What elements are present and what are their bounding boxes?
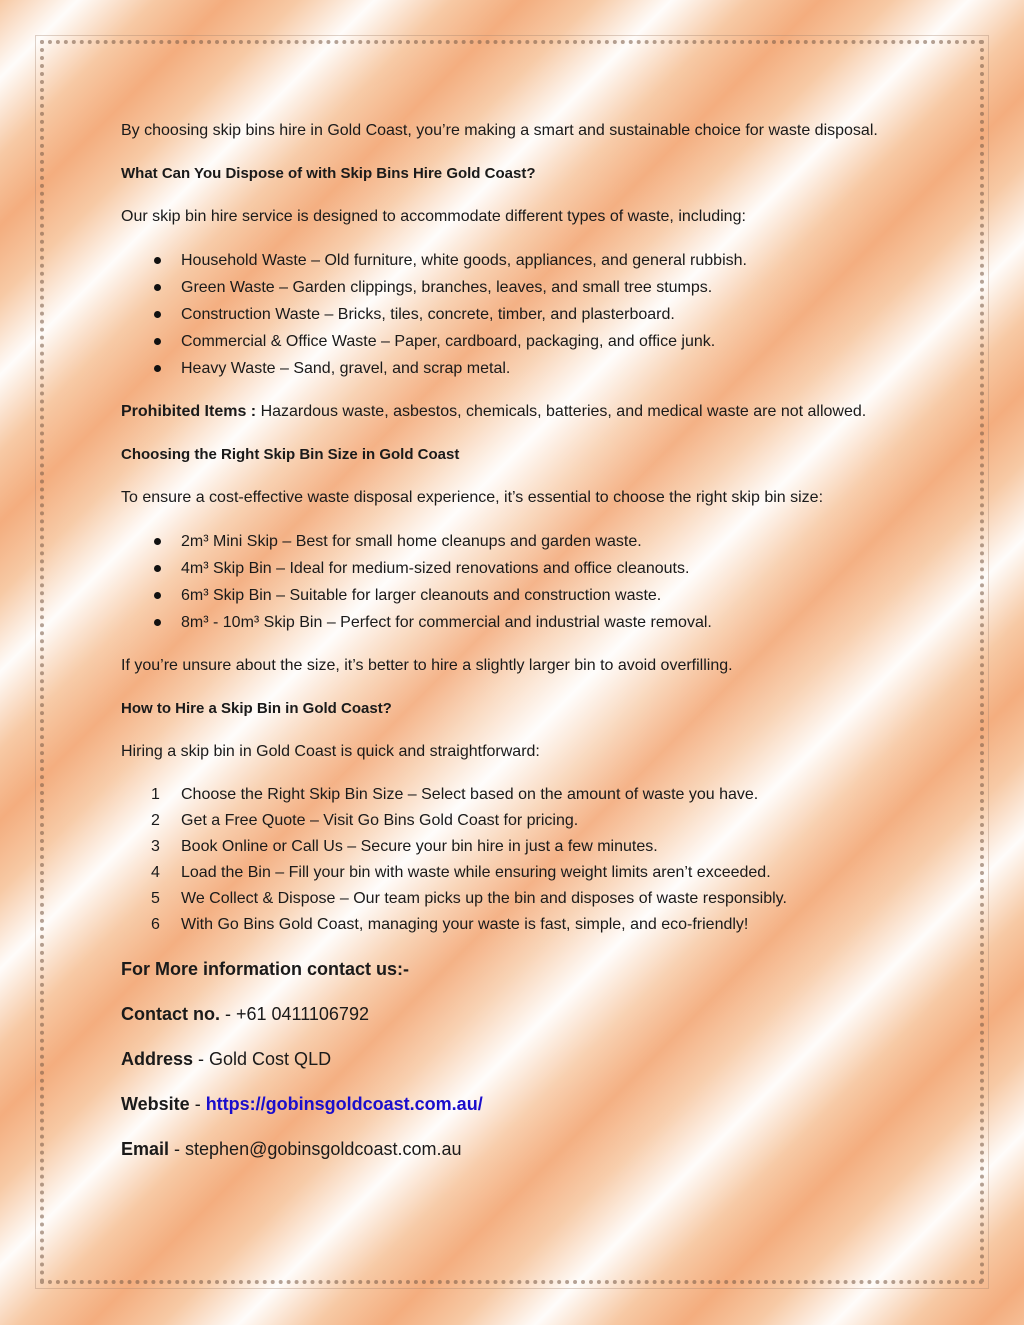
size-heading: Choosing the Right Skip Bin Size in Gold Coast bbox=[121, 446, 460, 463]
hire-intro: Hiring a skip bin in Gold Coast is quick and straightforward: bbox=[121, 743, 540, 760]
email-label: Email bbox=[121, 1139, 170, 1159]
list-item: Household Waste – Old furniture, white goods, appliances, and general rubbish. bbox=[121, 247, 904, 274]
size-intro: To ensure a cost-effective waste disposal experience, it’s essential to choose the right skip bin size: bbox=[121, 489, 824, 506]
address-value: - Gold Cost QLD bbox=[193, 1049, 332, 1069]
step-number: 3 bbox=[151, 838, 160, 855]
step-number: 4 bbox=[151, 864, 160, 881]
step-text: With Go Bins Gold Coast, managing your waste is fast, simple, and eco-friendly! bbox=[181, 916, 749, 933]
list-item: Commercial & Office Waste – Paper, cardboard, packaging, and office junk. bbox=[121, 328, 904, 355]
phone-value: - +61 0411106792 bbox=[220, 1004, 369, 1024]
list-item: Green Waste – Garden clippings, branches, leaves, and small tree stumps. bbox=[121, 274, 904, 301]
website-link[interactable]: https://gobinsgoldcoast.com.au/ bbox=[205, 1094, 483, 1114]
dispose-heading: What Can You Dispose of with Skip Bins Hire Gold Coast? bbox=[121, 165, 536, 182]
list-item: 6m³ Skip Bin – Suitable for larger cleanouts and construction waste. bbox=[121, 582, 904, 609]
prohibited-items bbox=[121, 399, 904, 425]
step-text: Book Online or Call Us – Secure your bin hire in just a few minutes. bbox=[181, 838, 658, 855]
step-number: 1 bbox=[151, 786, 160, 803]
website-label: Website bbox=[121, 1094, 190, 1114]
contact-email bbox=[121, 1137, 904, 1161]
email-value: - stephen@gobinsgoldcoast.com.au bbox=[169, 1139, 462, 1159]
contact-phone bbox=[121, 1002, 904, 1026]
step-text: Choose the Right Skip Bin Size – Select based on the amount of waste you have. bbox=[181, 786, 759, 803]
bin-sizes-list bbox=[121, 528, 904, 636]
hire-heading: How to Hire a Skip Bin in Gold Coast? bbox=[121, 700, 392, 717]
list-item: 8m³ - 10m³ Skip Bin – Perfect for commercial and industrial waste removal. bbox=[121, 609, 904, 636]
contact-heading-text: For More information contact us:- bbox=[121, 959, 409, 979]
intro-paragraph: By choosing skip bins hire in Gold Coast, you’re making a smart and sustainable choice for waste disposal. bbox=[121, 122, 878, 139]
list-item bbox=[121, 782, 904, 808]
size-note: If you’re unsure about the size, it’s better to hire a slightly larger bin to avoid overfilling. bbox=[121, 657, 733, 674]
list-item bbox=[121, 808, 904, 834]
step-number: 5 bbox=[151, 890, 160, 907]
step-number: 6 bbox=[151, 916, 160, 933]
document-body bbox=[121, 118, 904, 1161]
list-item bbox=[121, 886, 904, 912]
dispose-intro: Our skip bin hire service is designed to accommodate different types of waste, including: bbox=[121, 208, 746, 225]
list-item bbox=[121, 860, 904, 886]
contact-heading bbox=[121, 957, 904, 981]
list-item: Heavy Waste – Sand, gravel, and scrap metal. bbox=[121, 355, 904, 382]
step-text: Load the Bin – Fill your bin with waste while ensuring weight limits aren’t exceeded. bbox=[181, 864, 771, 881]
list-item: 2m³ Mini Skip – Best for small home cleanups and garden waste. bbox=[121, 528, 904, 555]
contact-website bbox=[121, 1092, 904, 1116]
waste-types-list bbox=[121, 247, 904, 382]
step-number: 2 bbox=[151, 812, 160, 829]
list-item: Construction Waste – Bricks, tiles, concrete, timber, and plasterboard. bbox=[121, 301, 904, 328]
step-text: We Collect & Dispose – Our team picks up the bin and disposes of waste responsibly. bbox=[181, 890, 787, 907]
list-item bbox=[121, 912, 904, 938]
hire-steps-list bbox=[121, 782, 904, 938]
prohibited-label: Prohibited Items : bbox=[121, 403, 257, 420]
website-separator: - bbox=[189, 1094, 206, 1114]
list-item bbox=[121, 834, 904, 860]
address-label: Address bbox=[121, 1049, 194, 1069]
step-text: Get a Free Quote – Visit Go Bins Gold Coast for pricing. bbox=[181, 812, 579, 829]
contact-address bbox=[121, 1047, 904, 1071]
prohibited-text: Hazardous waste, asbestos, chemicals, batteries, and medical waste are not allowed. bbox=[256, 403, 867, 420]
phone-label: Contact no. bbox=[121, 1004, 220, 1024]
list-item: 4m³ Skip Bin – Ideal for medium-sized renovations and office cleanouts. bbox=[121, 555, 904, 582]
